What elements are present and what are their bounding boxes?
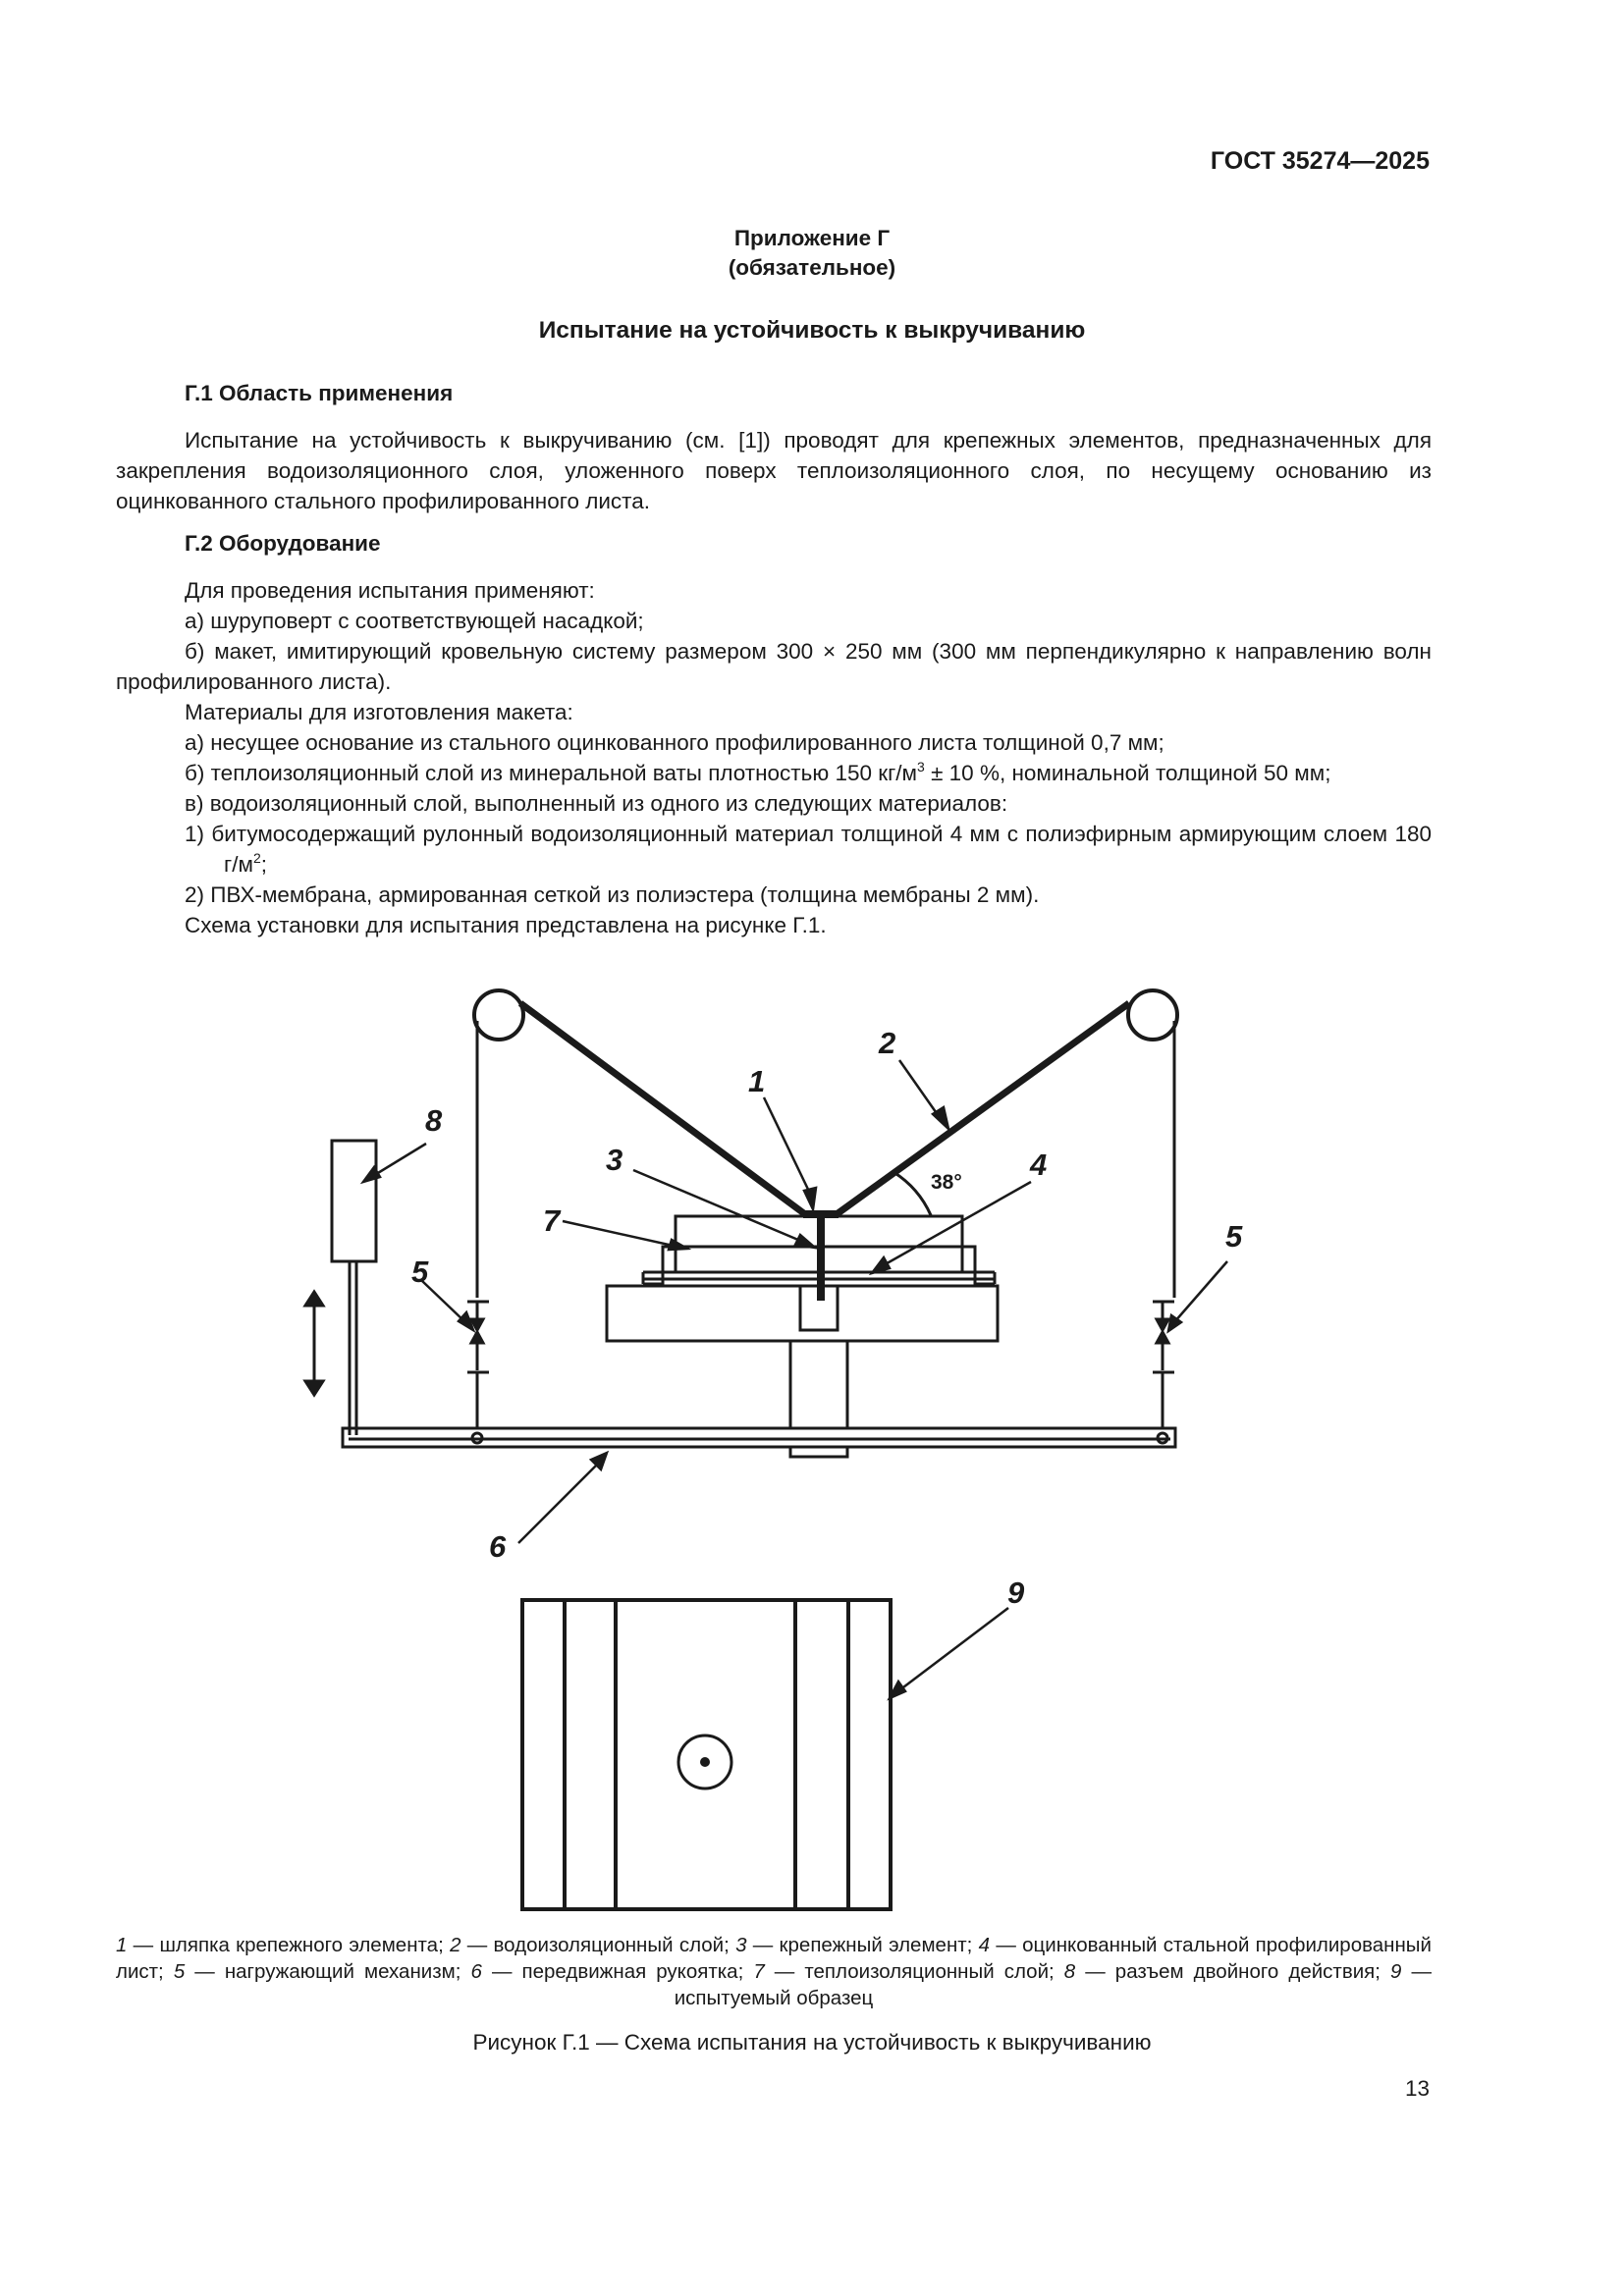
section-g2-heading: Г.2 Оборудование <box>185 531 381 556</box>
materials-intro: Материалы для изготовления макета: <box>185 700 573 724</box>
equipment-item-b: б) макет, имитирующий кровельную систему размером 300 × 250 мм (300 мм перпендикулярно к направлению волн профилированного листа). <box>116 639 1432 694</box>
material-item-c1-text: 1) битумосодержащий рулонный водоизоляционный материал толщиной 4 мм с полиэфирным армирующим слоем 180 г/м <box>185 822 1432 877</box>
callout-7: 7 <box>543 1203 561 1238</box>
legend-text: — крепежный элемент; <box>746 1934 979 1956</box>
callout-5-right: 5 <box>1225 1219 1243 1254</box>
material-item-c: в) водоизоляционный слой, выполненный из одного из следующих материалов: <box>185 791 1008 816</box>
legend-text: — водоизоляционный слой; <box>460 1934 736 1956</box>
callout-6: 6 <box>489 1529 507 1564</box>
page-number: 13 <box>1404 2076 1430 2101</box>
callout-4: 4 <box>1030 1148 1048 1182</box>
right-pulley <box>1128 990 1177 1040</box>
legend-number: 9 <box>1390 1960 1402 1983</box>
callout-9: 9 <box>1007 1575 1025 1610</box>
annex-status: (обязательное) <box>728 255 896 280</box>
angle-label: 38° <box>931 1171 962 1194</box>
figure-legend <box>116 1932 1432 2011</box>
callout-1: 1 <box>748 1064 766 1098</box>
legend-number: 6 <box>470 1960 482 1983</box>
material-item-c1-tail: ; <box>260 852 267 877</box>
double-arrow-icon <box>305 1292 323 1395</box>
material-item-c1-sup: 2 <box>252 850 261 866</box>
equipment-item-a: а) шуруповерт с соответствующей насадкой; <box>185 609 644 633</box>
section-g1-paragraph: Испытание на устойчивость к выкручиванию (см. [1]) проводят для крепежных элементов, предназначенных для закрепления водоизоляционного слоя, уложенного поверх теплоизоляционного слоя, по несущему основанию из оцинкованного стального профилированного листа. <box>116 428 1432 513</box>
scheme-reference: Схема установки для испытания представлена на рисунке Г.1. <box>185 913 827 937</box>
legend-number: 3 <box>735 1934 747 1956</box>
double-action-connector <box>332 1141 376 1435</box>
movable-handle <box>343 1428 1175 1447</box>
legend-number: 2 <box>450 1934 461 1956</box>
annex-title: Испытание на устойчивость к выкручиванию <box>538 317 1086 344</box>
standard-number: ГОСТ 35274—2025 <box>1210 147 1430 175</box>
equipment-intro: Для проведения испытания применяют: <box>185 578 595 603</box>
legend-number: 4 <box>978 1934 991 1956</box>
callout-3: 3 <box>606 1143 623 1177</box>
material-item-a: а) несущее основание из стального оцинкованного профилированного листа толщиной 0,7 мм; <box>185 730 1164 755</box>
callout-8: 8 <box>425 1103 443 1138</box>
legend-text: — шляпка крепежного элемента; <box>127 1934 451 1956</box>
annex-label: Приложение Г <box>733 226 891 250</box>
legend-text: — теплоизоляционный слой; <box>764 1960 1064 1983</box>
legend-text: — нагружающий механизм; <box>185 1960 471 1983</box>
left-pulley <box>474 990 523 1040</box>
callout-5-left: 5 <box>411 1255 429 1289</box>
legend-text: — оцинкованный стальной профилированный лист; <box>116 1934 1432 1983</box>
callout-2: 2 <box>879 1026 896 1060</box>
specimen-center-mark <box>700 1757 710 1767</box>
material-item-b-sup: 3 <box>917 759 925 774</box>
section-g1-heading: Г.1 Область применения <box>185 381 454 405</box>
figure-caption: Рисунок Г.1 — Схема испытания на устойчивость к выкручиванию <box>472 2030 1152 2055</box>
test-specimen-plan <box>522 1600 891 1909</box>
legend-text: — испытуемый образец <box>674 1960 1432 2009</box>
specimen-assembly <box>607 1216 998 1457</box>
legend-number: 1 <box>116 1934 128 1956</box>
material-item-b-text: б) теплоизоляционный слой из минеральной ваты плотностью 150 кг/м <box>185 761 918 785</box>
legend-text: — передвижная рукоятка; <box>481 1960 754 1983</box>
angle-arc <box>893 1172 931 1215</box>
fastener-head <box>803 1210 839 1218</box>
legend-number: 5 <box>173 1960 186 1983</box>
fastener-shank <box>817 1217 825 1301</box>
legend-number: 7 <box>753 1960 765 1983</box>
material-item-c2: 2) ПВХ-мембрана, армированная сеткой из полиэстера (толщина мембраны 2 мм). <box>185 882 1040 907</box>
material-item-b-tail: ± 10 %, номинальной толщиной 50 мм; <box>924 761 1331 785</box>
legend-number: 8 <box>1063 1960 1076 1983</box>
legend-text: — разъем двойного действия; <box>1075 1960 1391 1983</box>
